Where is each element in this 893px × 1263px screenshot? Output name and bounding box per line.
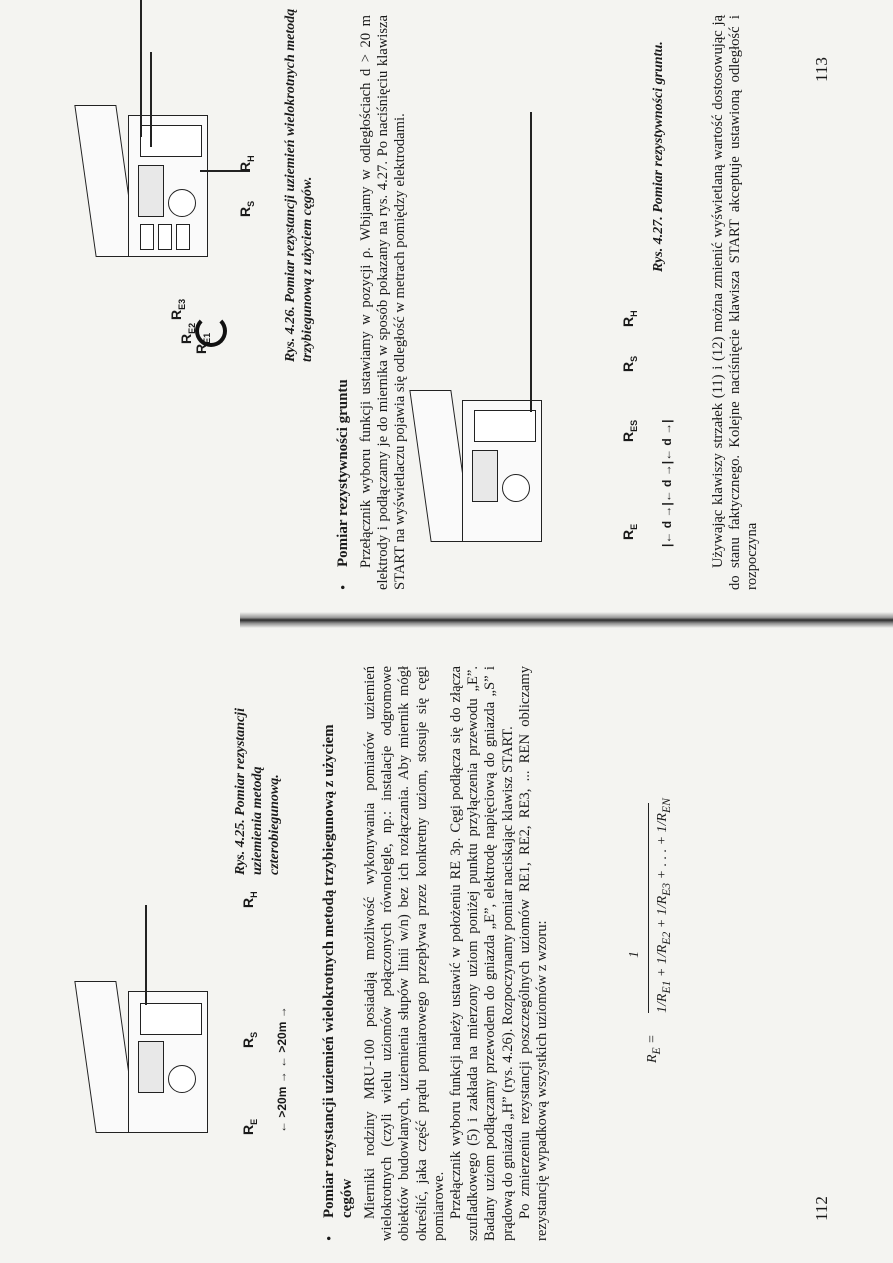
page-113-content	[0, 0, 893, 612]
meter-display	[138, 165, 164, 217]
bullet: •	[336, 584, 352, 590]
meter-knob	[502, 474, 530, 502]
page-112-content	[0, 651, 893, 1263]
clamp-icon	[195, 315, 227, 347]
bullet: •	[322, 1235, 338, 1241]
page-112	[0, 651, 893, 1263]
page-number: 113	[812, 57, 831, 82]
meter-sockets	[474, 410, 536, 442]
wire-s	[150, 52, 152, 147]
meter-key	[140, 224, 154, 250]
book-fold	[0, 612, 893, 628]
page-number: 112	[812, 1196, 831, 1221]
label-res: $R_{ES}$	[620, 419, 639, 442]
meter-display	[138, 1041, 164, 1093]
meter-sockets	[140, 1003, 202, 1035]
formula-lhs: $R_E$ =	[645, 1034, 663, 1063]
label-re: $R_E$	[240, 1118, 259, 1135]
label-re: $R_E$	[620, 523, 639, 540]
paragraph-resistivity	[358, 15, 410, 590]
caption-427: Rys. 4.27. Pomiar rezystywności gruntu.	[651, 41, 666, 272]
formula-bar	[648, 803, 649, 1013]
paragraph-2: Przełącznik wyboru funkcji należy ustawić w położeniu RE 3p. Cęgi podłącza się do złącza szufladkowego (5) i zakłada na mierzony uziom poniżej punktu przyłączenia przewodu „E”. Badany uziom podłączamy przewodem do gniazda „E”, elektrodę napięciową do gniazda „S” i prądową do gniazda „H” (rys. 4.26). Rozpoczynamy pomiar naciskając klawisz START.	[448, 666, 516, 1241]
label-re1: $R_{E1}$	[193, 332, 212, 354]
meter-key	[176, 224, 190, 250]
wire-h	[145, 905, 147, 1005]
wire-h	[530, 112, 532, 412]
label-rh: $R_H$	[620, 310, 639, 327]
wire-h	[140, 0, 142, 137]
distance-markers: |← d →|← d →|← d →|	[660, 419, 674, 547]
caption-426: Rys. 4.26. Pomiar rezystancji uziemień wielokrotnych metodą trzybiegunową z użyciem cęgów.	[283, 8, 315, 362]
label-rs: $R_S$	[240, 1031, 259, 1048]
label-rs: $R_S$	[620, 355, 639, 372]
body-text	[362, 666, 551, 1241]
meter-display	[472, 450, 498, 502]
caption-425: Rys. 4.25. Pomiar rezystancji uziemienia metodą czterobiegunową.	[233, 708, 282, 875]
paragraph-text: Używając klawiszy strzałek (11) i (12) można zmienić wyświetlaną wartość dostosowując ją do stanu faktycznego. Kolejne naciśnięcie klawisza START akceptuje ustawioną odległość i rozpoczyna	[710, 15, 761, 590]
label-rh: $R_H$	[237, 155, 256, 172]
distance-markers: ← >20m → ← >20m →	[275, 1006, 289, 1133]
paragraph-1: Mierniki rodziny MRU-100 posiadają możliwość wykonywania pomiarów uziemień wielokrotnych (czyli wielu uziomów połączonych równolegle, np.: instalacje odgromowe obiektów budowlanych, uziemienia słupów linii w/n) bez ich rozłączania. Aby miernik mógł określić, jaka część prądu pomiarowego przepływa przez konkretny uziom, stosuje się cęgi pomiarowe.	[362, 666, 447, 1241]
section-title-multiple-earthing: Pomiar rezystancji uziemień wielokrotnych metodą trzybiegunową z użyciem cęgów	[321, 724, 355, 1218]
label-rs: $R_S$	[237, 200, 256, 217]
label-re2: $R_{E2}$	[178, 322, 197, 344]
meter-key	[158, 224, 172, 250]
paragraph-3: Po zmierzeniu rezystancji poszczególnych uziomów RE1, RE2, RE3, ... REN obliczamy rezystancję wypadkową wszystkich uziomów z wzoru:	[516, 666, 551, 1241]
section-title-resistivity: Pomiar rezystywności gruntu	[335, 379, 351, 567]
paragraph-text: Przełącznik wyboru funkcji ustawiamy w pozycji ρ. Wbijamy w odległościach d > 20 m elektrody i podłączamy je do miernika w sposób pokazany na rys. 4.27. Po naciśnięciu klawisza START na wyświetlaczu pojawia się odległość w metrach pomiędzy elektrodami.	[358, 15, 409, 590]
label-rh: $R_H$	[240, 891, 259, 908]
meter-knob	[168, 189, 196, 217]
formula-numerator: 1	[627, 951, 642, 958]
page-113	[0, 0, 893, 612]
meter-knob	[168, 1065, 196, 1093]
paragraph-distance	[710, 15, 762, 590]
label-re3: $R_{E3}$	[168, 298, 187, 320]
formula-denominator: $1/R_{E1} + 1/R_{E2} + 1/R_{E3}$ + . . . + $1/R_{EN}$	[655, 798, 673, 1013]
